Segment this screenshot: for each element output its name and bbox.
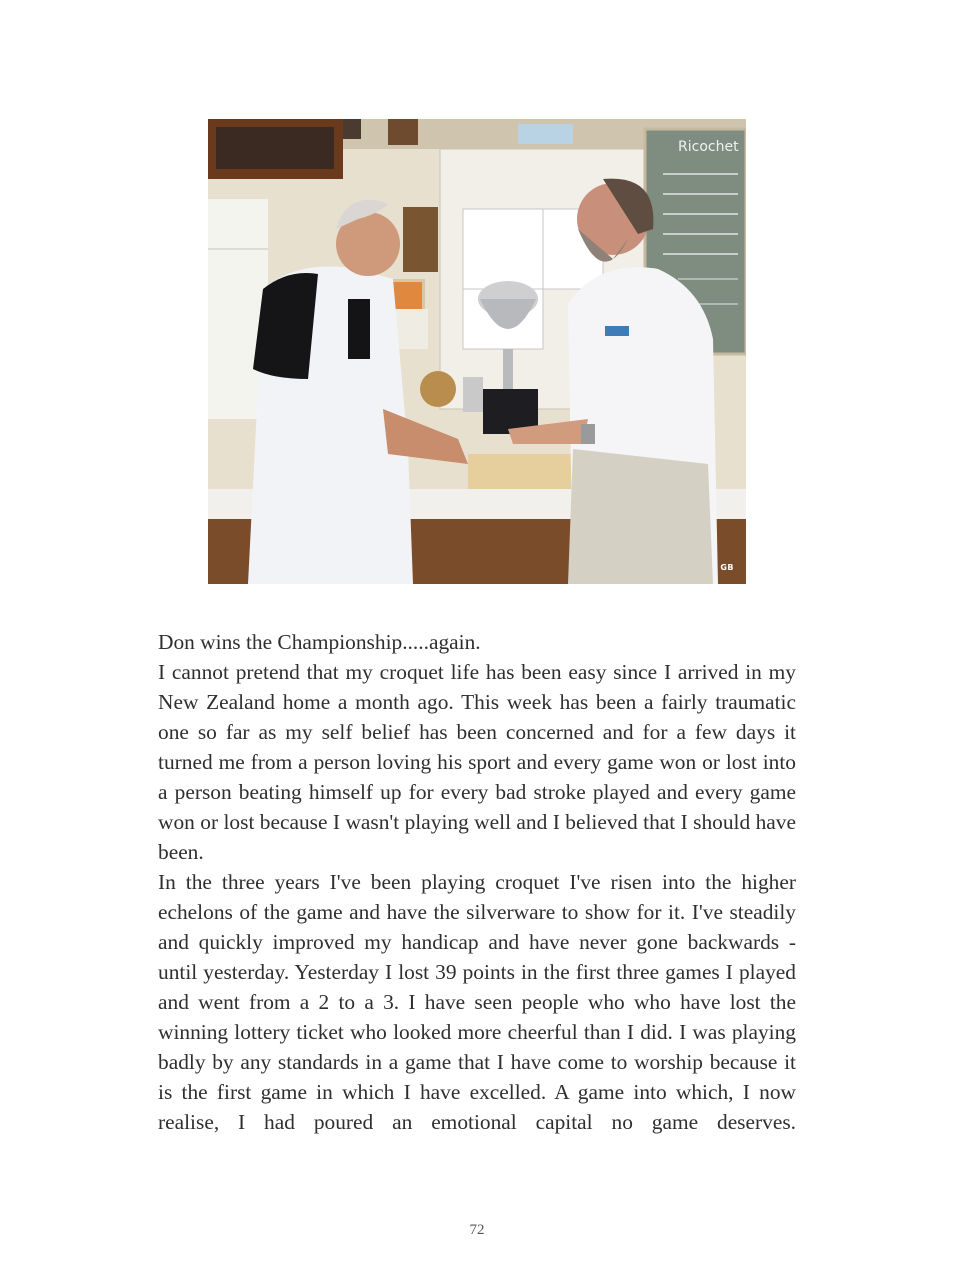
championship-photo <box>208 119 746 584</box>
chalkboard-text: Ricochet <box>678 139 739 155</box>
body-text <box>158 627 796 1137</box>
photo-caption: Don wins the Championship.....again. <box>158 630 481 654</box>
photo-credit: GB <box>720 563 734 572</box>
photo-illustration <box>208 119 746 584</box>
paragraph-1: I cannot pretend that my croquet life has been easy since I arrived in my New Zealand home a month ago. This week has been a fairly traumatic one so far as my self belief has been concerned and for a few days it turned me from a person loving his sport and every game won or lost into a person beating himself up for every bad stroke played and every game won or lost because I wasn't playing well and I believed that I should have been. <box>158 660 796 864</box>
paragraph-2: In the three years I've been playing croquet I've risen into the higher echelons of the game and have the silverware to show for it. I've steadily and quickly improved my handicap and have never gone backwards - until yesterday. Yesterday I lost 39 points in the first three games I played and went from a 2 to a 3. I have seen people who who have lost the winning lottery ticket who looked more cheerful than I did. I was playing badly by any standards in a game that I have come to worship because it is the first game in which I have excelled. A game into which, I now realise, I had poured an emotional capital no game deserves. <box>158 870 796 1134</box>
page-number: 72 <box>469 1222 485 1238</box>
